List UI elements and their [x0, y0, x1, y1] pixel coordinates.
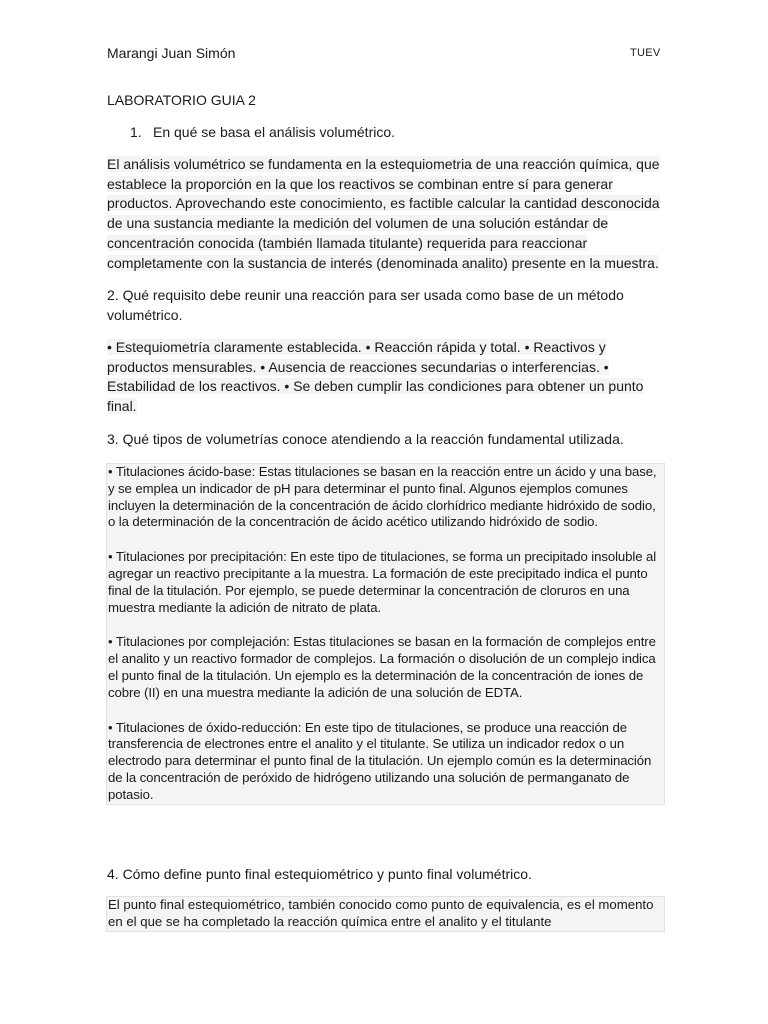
list-item: • Titulaciones por precipitación: En este tipo de titulaciones, se forma un precipitado insoluble al agregar un reactivo precipitante a la muestra. La formación de este precipitado indica el punto final de la titulación. Por ejemplo, se puede determinar la concentración de cloruros en una muestra mediante la adición de nitrato de plata. — [108, 549, 657, 615]
list-item: • Titulaciones de óxido-reducción: En este tipo de titulaciones, se produce una reacción de transferencia de electrones entre el analito y el titulante. Se utiliza un indicador redox o un electrodo para determinar el punto final de la titulación. Un ejemplo común es la determinación de la concentración de peróxido de hidrógeno utilizando una solución de permanganato de potasio. — [108, 719, 652, 802]
answer-2-text: • Estequiometría claramente establecida. • Reacción rápida y total. • Reactivos y productos mensurables. • Ausencia de reacciones secundarias o interferencias. • Estabilidad de los reactivos. • Se deben cumplir las condiciones para obtener un punto final. — [107, 339, 644, 415]
list-item: • Titulaciones por complejación: Estas titulaciones se basan en la formación de complejos entre el analito y un reactivo formador de complejos. La formación o disolución de un complejo indica el punto final de la titulación. Un ejemplo es la determinación de la concentración de iones de cobre (II) en una muestra mediante la adición de una solución de EDTA. — [108, 634, 656, 700]
author-name: Marangi Juan Simón — [107, 45, 236, 61]
answer-1 — [107, 155, 663, 273]
course-code: TUEV — [630, 47, 661, 59]
answer-3-box — [106, 463, 665, 805]
answer-2 — [107, 338, 663, 417]
question-1 — [130, 124, 395, 140]
answer-4-box — [106, 896, 665, 932]
question-3: 3. Qué tipos de volumetrías conoce atendiendo a la reacción fundamental utilizada. — [107, 431, 624, 447]
answer-1-text: El análisis volumétrico se fundamenta en la estequiometria de una reacción química, que establece la proporción en la que los reactivos se combinan entre sí para generar productos. Aprovechando este conocimiento, es factible calcular la cantidad desconocida de una sustancia mediante la medición del volumen de una solución estándar de concentración conocida (también llamada titulante) requerida para reaccionar completamente con la sustancia de interés (denominada analito) presente en la muestra. — [107, 156, 660, 271]
document-title: LABORATORIO GUIA 2 — [107, 92, 256, 108]
question-2: 2. Qué requisito debe reunir una reacción para ser usada como base de un método volumétrico. — [107, 287, 624, 323]
question-4: 4. Cómo define punto final estequiométrico y punto final volumétrico. — [107, 866, 532, 882]
list-item: • Titulaciones ácido-base: Estas titulaciones se basan en la reacción entre un ácido y una base, y se emplea un indicador de pH para determinar el punto final. Algunos ejemplos comunes incluyen la determinación de la concentración de ácido clorhídrico mediante hidróxido de sodio, o la determinación de la concentración de ácido acético utilizando hidróxido de sodio. — [108, 464, 657, 530]
answer-4-text: El punto final estequiométrico, también conocido como punto de equivalencia, es el momento en el que se ha completado la reacción química entre el analito y el titulante — [108, 897, 654, 929]
question-1-number: 1. — [130, 124, 142, 140]
question-1-text: En qué se basa el análisis volumétrico. — [153, 124, 396, 140]
